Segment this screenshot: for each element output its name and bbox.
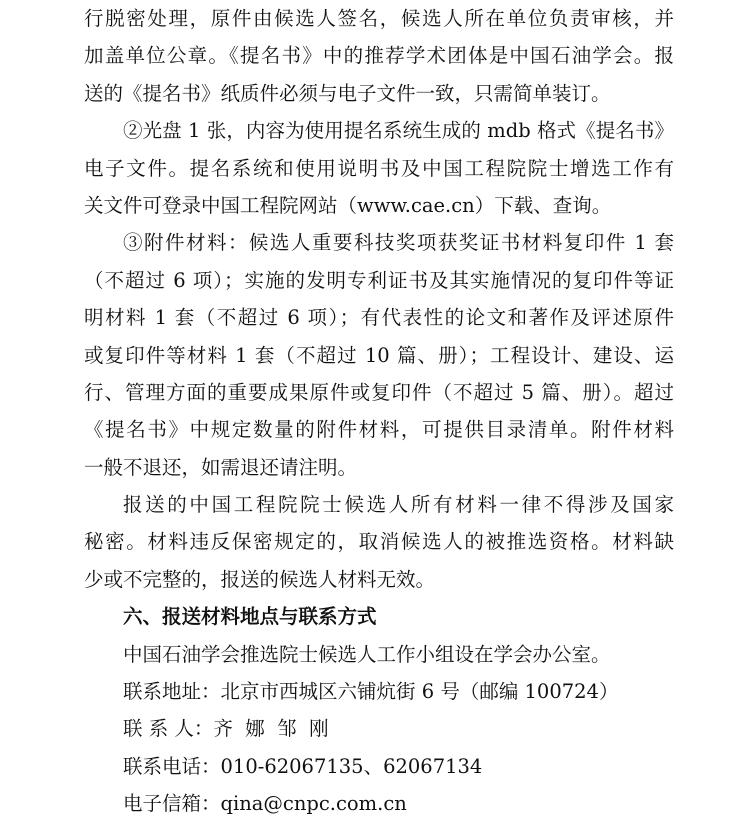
paragraph-attachments — [84, 224, 674, 486]
text-line: 送的《提名书》纸质件必须与电子文件一致，只需简单装订。 — [84, 81, 611, 105]
contact-block — [84, 673, 674, 823]
text-line: 秘密。材料违反保密规定的，取消候选人的被推选资格。材料缺 — [84, 530, 674, 554]
text-line: 行脱密处理，原件由候选人签名，候选人所在单位负责审核，并 — [84, 7, 674, 30]
contact-phone — [84, 748, 674, 785]
contact-person-label: 联 系 人： — [123, 717, 214, 741]
contact-person-value: 齐 娜 邹 刚 — [213, 717, 329, 741]
text-line: 《提名书》中规定数量的附件材料，可提供目录清单。附件材料 — [84, 418, 674, 442]
paragraph-cd-disc — [84, 112, 674, 224]
text-line: 电子文件。提名系统和使用说明书及中国工程院院士增选工作有 — [84, 156, 674, 180]
contact-phone-value: 010-62067135、62067134 — [220, 754, 483, 778]
text-line: 加盖单位公章。《提名书》中的推荐学术团体是中国石油学会。报 — [84, 44, 674, 68]
text-line: 或复印件等材料 1 套（不超过 10 篇、册）；工程设计、建设、运 — [84, 343, 674, 367]
contact-email-value[interactable]: qina@cnpc.com.cn — [220, 792, 407, 816]
text-line: （不超过 6 项）；实施的发明专利证书及其实施情况的复印件等证 — [84, 268, 674, 292]
contact-address-label: 联系地址： — [123, 680, 221, 704]
contact-email-label: 电子信箱： — [123, 792, 221, 816]
text-line: ②光盘 1 张，内容为使用提名系统生成的 mdb 格式《提名书》 — [123, 119, 674, 143]
paragraph-submission-requirements — [84, 0, 674, 112]
contact-phone-label: 联系电话： — [123, 754, 221, 778]
contact-email — [84, 785, 674, 822]
paragraph-confidentiality — [84, 486, 674, 598]
text-line: 关文件可登录中国工程院网站（www.cae.cn）下载、查询。 — [84, 193, 612, 217]
contact-person — [84, 710, 674, 747]
text-line: 一般不退还，如需退还请注明。 — [84, 455, 358, 479]
text-line: ③附件材料：候选人重要科技奖项获奖证书材料复印件 1 套 — [123, 231, 674, 255]
text-line: 明材料 1 套（不超过 6 项）；有代表性的论文和著作及评述原件 — [84, 306, 674, 330]
document-page — [84, 0, 674, 823]
text-line: 少或不完整的，报送的候选人材料无效。 — [84, 567, 436, 591]
text-line: 行、管理方面的重要成果原件或复印件（不超过 5 篇、册）。超过 — [84, 380, 674, 404]
contact-address-value: 北京市西城区六铺炕街 6 号（邮编 100724） — [220, 680, 619, 704]
contact-address — [84, 673, 674, 710]
office-line: 中国石油学会推选院士候选人工作小组设在学会办公室。 — [123, 642, 611, 666]
section-heading: 六、报送材料地点与联系方式 — [123, 605, 377, 629]
text-line: 报送的中国工程院院士候选人所有材料一律不得涉及国家 — [123, 493, 674, 517]
